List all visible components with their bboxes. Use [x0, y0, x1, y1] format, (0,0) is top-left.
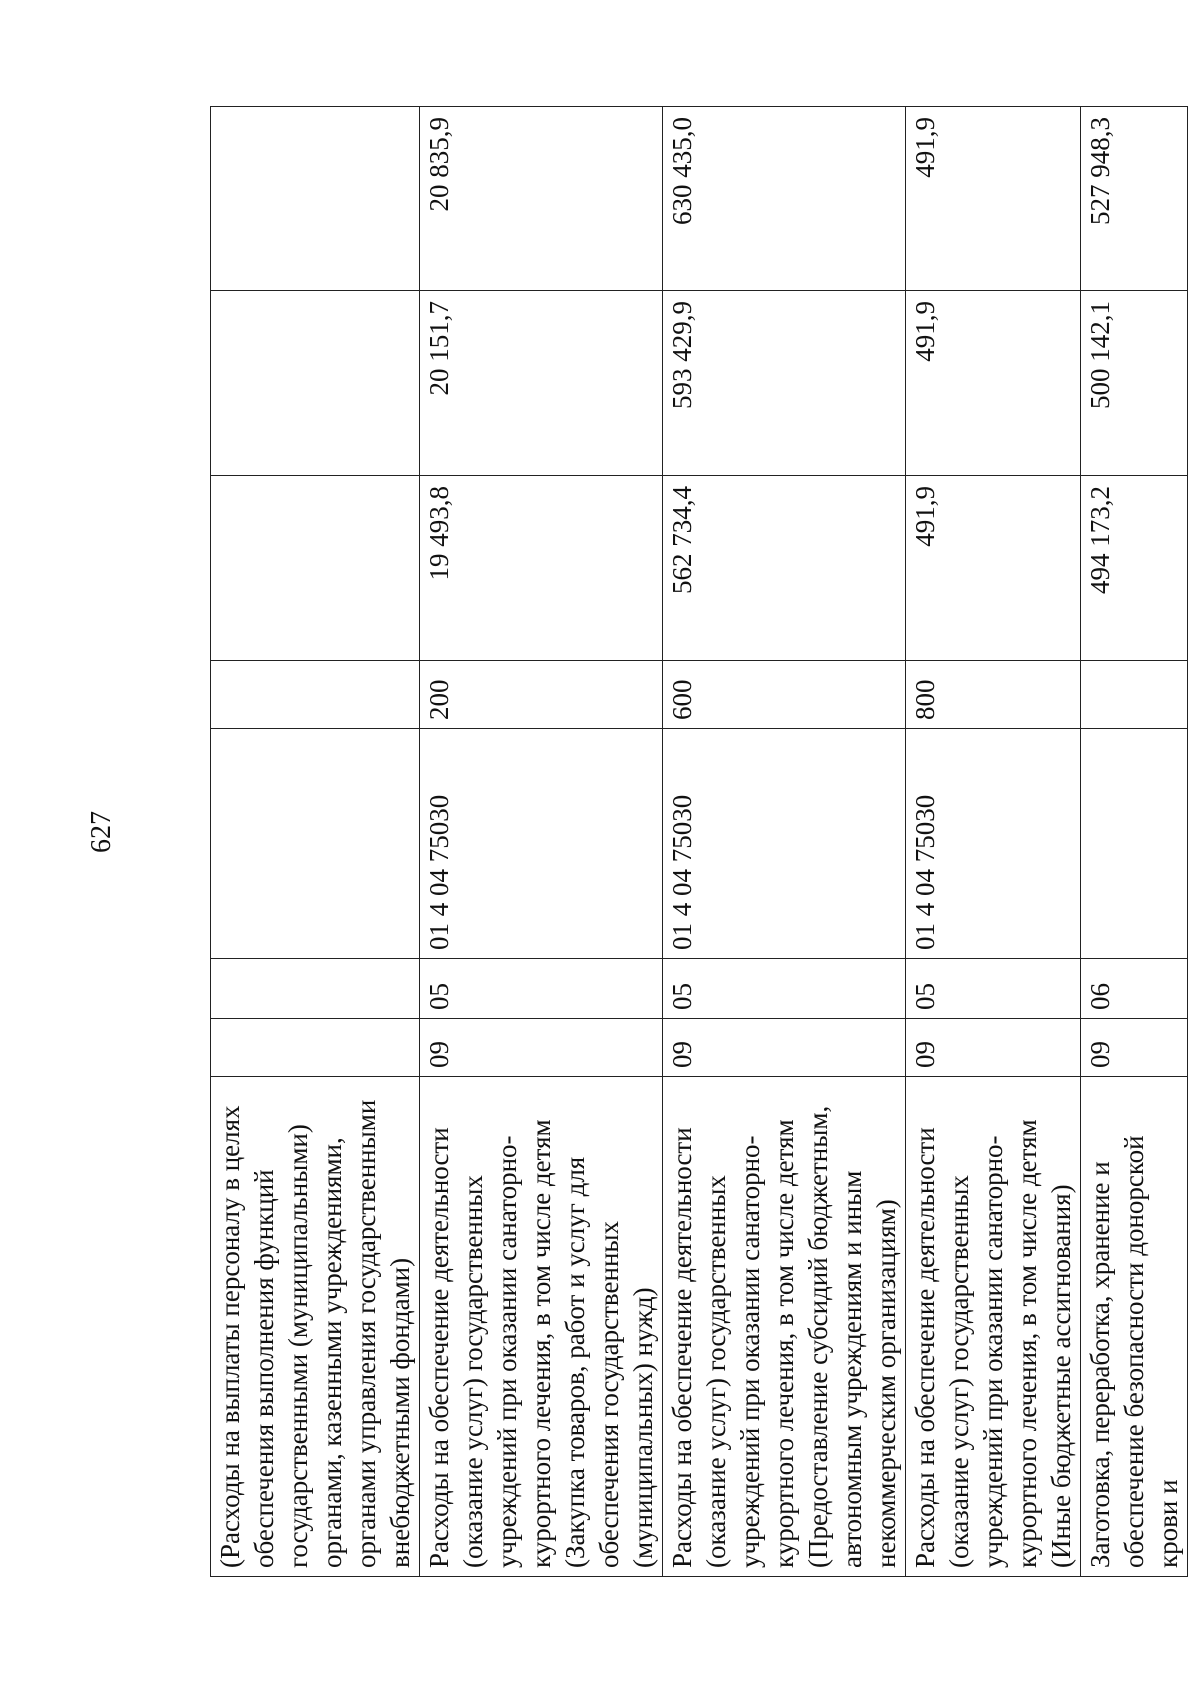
- expense-type-cell: 800: [906, 661, 1081, 729]
- table-row: [1081, 107, 1188, 1577]
- sum-year-1-cell: 562 734,4: [663, 476, 906, 661]
- section-cell: 05: [906, 959, 1081, 1019]
- row-name-cell: Расходы на обеспечение деятельности (оказание услуг) государственных учреждений при оказании санаторно-курортного лечения, в том числе детям (Закупка товаров, работ и услуг для обеспечения государственных (муниципальных) нужд): [420, 1077, 663, 1577]
- sum-year-1-cell: 19 493,8: [420, 476, 663, 661]
- section-cell: 05: [663, 959, 906, 1019]
- row-name-cell: Расходы на обеспечение деятельности (оказание услуг) государственных учреждений при оказании санаторно-курортного лечения, в том числе детям (Предоставление субсидий бюджетным, автономным учреждениям и иным некоммерческим организациям): [663, 1077, 906, 1577]
- sum-year-1-cell: 494 173,2: [1081, 476, 1188, 661]
- table-row: [906, 107, 1081, 1577]
- section-cell: [211, 959, 420, 1019]
- target-article-cell: 01 4 04 75030: [906, 729, 1081, 959]
- ministry-cell: 09: [663, 1019, 906, 1077]
- sum-year-2-cell: 500 142,1: [1081, 291, 1188, 476]
- row-name-cell: (Расходы на выплаты персоналу в целях обеспечения выполнения функций государственными (муниципальными) органами, казенными учреждениями, органами управления государственными внебюджетными фондами): [211, 1077, 420, 1577]
- sum-year-2-cell: [211, 291, 420, 476]
- sum-year-2-cell: 20 151,7: [420, 291, 663, 476]
- table-row: [663, 107, 906, 1577]
- budget-table-container: [210, 107, 1183, 1577]
- ministry-cell: 09: [1081, 1019, 1188, 1077]
- sum-year-2-cell: 491,9: [906, 291, 1081, 476]
- target-article-cell: [1081, 729, 1188, 959]
- budget-table: [210, 106, 1188, 1577]
- sum-year-3-cell: 491,9: [906, 107, 1081, 291]
- sum-year-3-cell: 630 435,0: [663, 107, 906, 291]
- ministry-cell: [211, 1019, 420, 1077]
- section-cell: 06: [1081, 959, 1188, 1019]
- sum-year-1-cell: 491,9: [906, 476, 1081, 661]
- expense-type-cell: 600: [663, 661, 906, 729]
- expense-type-cell: [1081, 661, 1188, 729]
- row-name-cell: Заготовка, переработка, хранение и обеспечение безопасности донорской крови и: [1081, 1077, 1188, 1577]
- ministry-cell: 09: [420, 1019, 663, 1077]
- target-article-cell: 01 4 04 75030: [420, 729, 663, 959]
- page-number: 627: [86, 811, 117, 853]
- sum-year-3-cell: 527 948,3: [1081, 107, 1188, 291]
- section-cell: 05: [420, 959, 663, 1019]
- table-row: [211, 107, 420, 1577]
- expense-type-cell: [211, 661, 420, 729]
- row-name-cell: Расходы на обеспечение деятельности (оказание услуг) государственных учреждений при оказании санаторно-курортного лечения, в том числе детям (Иные бюджетные ассигнования): [906, 1077, 1081, 1577]
- target-article-cell: 01 4 04 75030: [663, 729, 906, 959]
- expense-type-cell: 200: [420, 661, 663, 729]
- sum-year-2-cell: 593 429,9: [663, 291, 906, 476]
- target-article-cell: [211, 729, 420, 959]
- table-row: [420, 107, 663, 1577]
- ministry-cell: 09: [906, 1019, 1081, 1077]
- sum-year-3-cell: 20 835,9: [420, 107, 663, 291]
- sum-year-3-cell: [211, 107, 420, 291]
- sum-year-1-cell: [211, 476, 420, 661]
